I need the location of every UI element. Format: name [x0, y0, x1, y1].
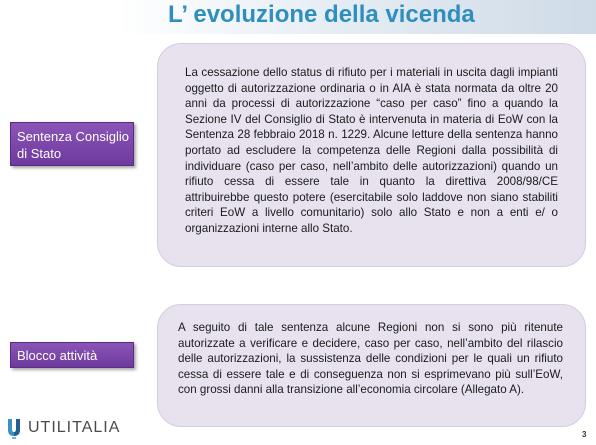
section-label-blocco: Blocco attività	[10, 342, 134, 368]
content-panel-blocco	[157, 304, 586, 427]
logo-text: UTILITALIA	[28, 419, 121, 436]
utilitalia-logo-mark-icon	[6, 417, 22, 439]
content-panel-sentenza	[157, 43, 586, 267]
panel-text-blocco: A seguito di tale sentenza alcune Regioni non si sono più ritenute autorizzate a verificare e decidere, caso per caso, nell’ambito del rilascio delle autorizzazioni, la sussistenza delle condizioni per le quali un rifiuto cessa di essere tale e di conseguenza non si esprimevano più sull’EoW, con grossi danni alla transizione all’economia circolare (Allegato A).	[178, 321, 563, 397]
section-label-sentenza: Sentenza Consiglio di Stato	[10, 122, 134, 166]
panel-text-sentenza: La cessazione dello status di rifiuto per i materiali in uscita dagli impianti oggetto di autorizzazione ordinaria o in AIA è stata normata da oltre 20 anni da processi di autorizzazione “caso per caso” fino a quando la Sezione IV del Consiglio di Stato è intervenuta in materia di EoW con la Sentenza 28 febbraio 2018 n. 1229. Alcune letture della sentenza hanno portato ad escludere la competenza delle Regioni dalla possibilità di individuare (caso per caso, nell’ambito delle autorizzazioni) quando un rifiuto cessa di essere tale in quanto la direttiva 2008/98/CE attribuirebbe questo potere (esercitabile solo laddove non siano stabiliti criteri EoW a livello comunitario) solo allo Stato e non a enti e/ o organizzazioni interne allo Stato.	[185, 66, 558, 235]
utilitalia-logo	[6, 416, 120, 440]
page-number: 3	[582, 430, 587, 439]
page-title: L’ evoluzione della vicenda	[168, 1, 475, 28]
